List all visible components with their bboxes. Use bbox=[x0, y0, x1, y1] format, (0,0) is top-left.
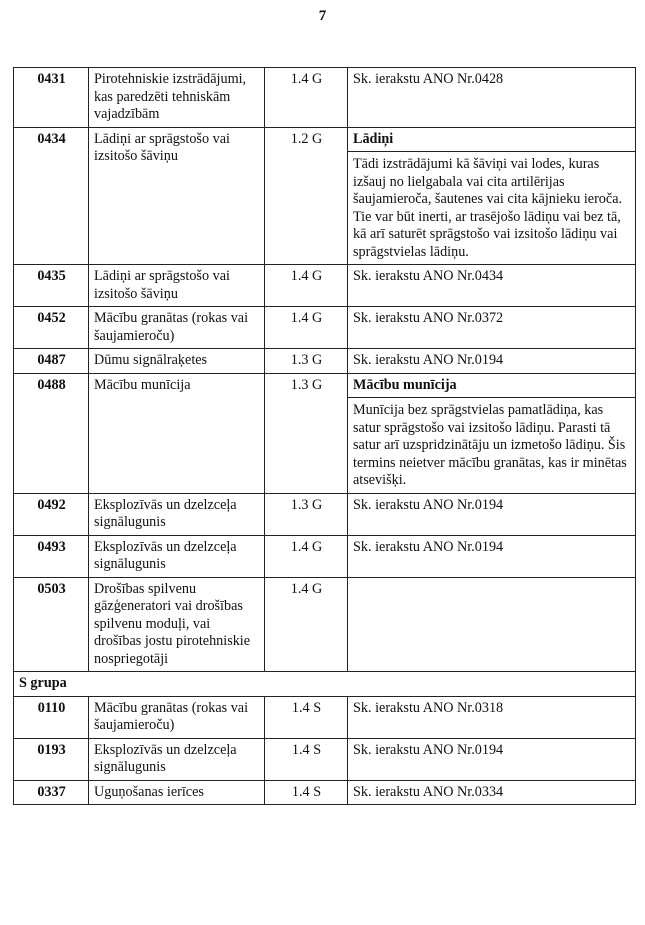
table-row bbox=[14, 535, 636, 577]
item-name: Mācību granātas (rokas vai šaujamieroču) bbox=[89, 696, 265, 738]
item-description: Sk. ierakstu ANO Nr.0194 bbox=[348, 349, 636, 374]
item-name: Dūmu signālraķetes bbox=[89, 349, 265, 374]
item-description: Sk. ierakstu ANO Nr.0318 bbox=[348, 696, 636, 738]
item-name: Eksplozīvās un dzelzceļa signālugunis bbox=[89, 493, 265, 535]
definition-text: Tādi izstrādājumi kā šāviņi vai lodes, kuras izšauj no lielgabala vai cita artilērijas šaujamieroča, šautenes vai cita kājnieku ieroča. Tie var būt inerti, ar trasējošo lādiņu vai bez tā, kā arī saturēt sprāgstošo vai izsitošo lādiņu vai sprāgstvielas lādiņu. bbox=[353, 156, 623, 260]
table-row bbox=[14, 349, 636, 374]
classification-code: 1.4 G bbox=[265, 68, 348, 128]
item-description: Sk. ierakstu ANO Nr.0372 bbox=[348, 307, 636, 349]
item-description: Sk. ierakstu ANO Nr.0428 bbox=[348, 68, 636, 128]
un-number: 0110 bbox=[14, 696, 89, 738]
item-name: Uguņošanas ierīces bbox=[89, 780, 265, 805]
item-description: Sk. ierakstu ANO Nr.0194 bbox=[348, 493, 636, 535]
dangerous-goods-table bbox=[13, 67, 636, 805]
table-row bbox=[14, 373, 636, 493]
table-row bbox=[14, 738, 636, 780]
un-number: 0493 bbox=[14, 535, 89, 577]
table-row bbox=[14, 577, 636, 672]
item-description bbox=[348, 373, 636, 493]
un-number: 0337 bbox=[14, 780, 89, 805]
classification-code: 1.3 G bbox=[265, 493, 348, 535]
classification-code: 1.2 G bbox=[265, 127, 348, 265]
group-header-row bbox=[14, 672, 636, 697]
classification-code: 1.4 G bbox=[265, 307, 348, 349]
un-number: 0487 bbox=[14, 349, 89, 374]
item-name: Lādiņi ar sprāgstošo vai izsitošo šāviņu bbox=[89, 265, 265, 307]
item-description bbox=[348, 127, 636, 265]
item-name: Eksplozīvās un dzelzceļa signālugunis bbox=[89, 535, 265, 577]
table-row bbox=[14, 780, 636, 805]
classification-code: 1.4 G bbox=[265, 265, 348, 307]
un-number: 0452 bbox=[14, 307, 89, 349]
un-number: 0434 bbox=[14, 127, 89, 265]
page-number: 7 bbox=[318, 8, 327, 24]
classification-code: 1.4 S bbox=[265, 780, 348, 805]
un-number: 0431 bbox=[14, 68, 89, 128]
un-number: 0488 bbox=[14, 373, 89, 493]
definition-title: Lādiņi bbox=[348, 131, 635, 153]
item-name: Pirotehniskie izstrādājumi, kas paredzēti tehniskām vajadzībām bbox=[89, 68, 265, 128]
item-name: Lādiņi ar sprāgstošo vai izsitošo šāviņu bbox=[89, 127, 265, 265]
table-row bbox=[14, 265, 636, 307]
classification-code: 1.3 G bbox=[265, 373, 348, 493]
group-label: S grupa bbox=[14, 672, 636, 697]
classification-code: 1.4 S bbox=[265, 696, 348, 738]
item-description: Sk. ierakstu ANO Nr.0434 bbox=[348, 265, 636, 307]
classification-code: 1.4 G bbox=[265, 535, 348, 577]
item-description bbox=[348, 577, 636, 672]
item-description: Sk. ierakstu ANO Nr.0194 bbox=[348, 738, 636, 780]
table-row bbox=[14, 127, 636, 265]
un-number: 0503 bbox=[14, 577, 89, 672]
item-description: Sk. ierakstu ANO Nr.0194 bbox=[348, 535, 636, 577]
classification-code: 1.4 G bbox=[265, 577, 348, 672]
item-name: Mācību munīcija bbox=[89, 373, 265, 493]
un-number: 0492 bbox=[14, 493, 89, 535]
table-row bbox=[14, 696, 636, 738]
definition-title: Mācību munīcija bbox=[348, 377, 635, 399]
table-row bbox=[14, 68, 636, 128]
item-name: Mācību granātas (rokas vai šaujamieroču) bbox=[89, 307, 265, 349]
item-name: Eksplozīvās un dzelzceļa signālugunis bbox=[89, 738, 265, 780]
un-number: 0193 bbox=[14, 738, 89, 780]
table-row bbox=[14, 493, 636, 535]
definition-text: Munīcija bez sprāgstvielas pamatlādiņa, kas satur sprāgstošo vai izsitošo lādiņu. Parasti tā satur arī uzspridzinātāju un izmetošo lādiņu. Šis termins neietver mācību granātas, kas ir minētas atsevišķi. bbox=[353, 402, 627, 488]
item-name: Drošības spilvenu gāzģeneratori vai drošības spilvenu moduļi, vai drošības jostu pirotehniskie nospriegotāji bbox=[89, 577, 265, 672]
classification-code: 1.3 G bbox=[265, 349, 348, 374]
item-description: Sk. ierakstu ANO Nr.0334 bbox=[348, 780, 636, 805]
classification-code: 1.4 S bbox=[265, 738, 348, 780]
un-number: 0435 bbox=[14, 265, 89, 307]
table-row bbox=[14, 307, 636, 349]
